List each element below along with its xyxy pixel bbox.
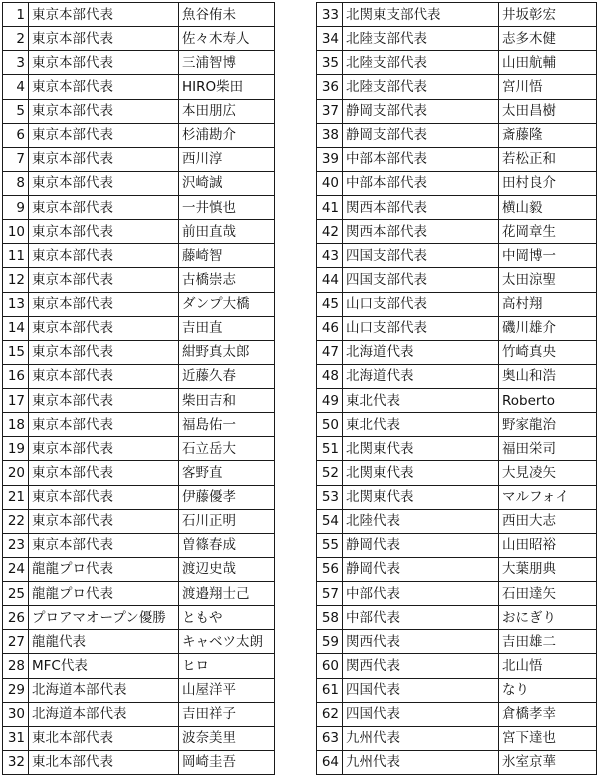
table-row [3, 196, 275, 220]
table-row [3, 340, 275, 364]
affiliation-cell: 北陸支部代表 [343, 27, 499, 51]
table-row [317, 606, 597, 630]
table-row [3, 51, 275, 75]
affiliation-cell: 東北代表 [343, 389, 499, 413]
entry-number-cell: 6 [3, 123, 29, 147]
table-row [3, 389, 275, 413]
affiliation-cell: 東京本部代表 [29, 27, 179, 51]
entry-number-cell: 4 [3, 75, 29, 99]
table-row [317, 196, 597, 220]
affiliation-cell: 北関東代表 [343, 461, 499, 485]
table-row [317, 557, 597, 581]
affiliation-cell: 北海道本部代表 [29, 702, 179, 726]
table-row [3, 654, 275, 678]
entry-number-cell: 56 [317, 557, 343, 581]
affiliation-cell: 東京本部代表 [29, 509, 179, 533]
entry-number-cell: 15 [3, 340, 29, 364]
entry-number-cell: 37 [317, 99, 343, 123]
player-name-cell: 藤崎智 [179, 244, 275, 268]
player-name-cell: 太田涼聖 [499, 268, 597, 292]
entry-number-cell: 21 [3, 485, 29, 509]
player-name-cell: 野家龍治 [499, 413, 597, 437]
table-row [317, 340, 597, 364]
player-name-cell: 磯川雄介 [499, 316, 597, 340]
affiliation-cell: 静岡代表 [343, 557, 499, 581]
entry-number-cell: 12 [3, 268, 29, 292]
player-name-cell: 魚谷侑未 [179, 3, 275, 27]
player-name-cell: 山田昭裕 [499, 533, 597, 557]
entry-number-cell: 33 [317, 3, 343, 27]
player-name-cell: 福島佑一 [179, 413, 275, 437]
affiliation-cell: 四国代表 [343, 678, 499, 702]
affiliation-cell: 北関東代表 [343, 437, 499, 461]
affiliation-cell: 東京本部代表 [29, 316, 179, 340]
entry-number-cell: 42 [317, 220, 343, 244]
affiliation-cell: 東京本部代表 [29, 461, 179, 485]
entry-number-cell: 39 [317, 147, 343, 171]
affiliation-cell: 北関東代表 [343, 485, 499, 509]
entry-number-cell: 27 [3, 630, 29, 654]
entry-number-cell: 47 [317, 340, 343, 364]
table-row [3, 27, 275, 51]
roster-table-right [316, 2, 597, 775]
player-name-cell: 奥山和浩 [499, 364, 597, 388]
player-name-cell: 前田直哉 [179, 220, 275, 244]
affiliation-cell: 東北代表 [343, 413, 499, 437]
affiliation-cell: 東京本部代表 [29, 413, 179, 437]
entry-number-cell: 34 [317, 27, 343, 51]
entry-number-cell: 8 [3, 171, 29, 195]
affiliation-cell: 関西代表 [343, 654, 499, 678]
player-name-cell: HIRO柴田 [179, 75, 275, 99]
affiliation-cell: 東京本部代表 [29, 99, 179, 123]
player-name-cell: Roberto [499, 389, 597, 413]
affiliation-cell: 北陸支部代表 [343, 51, 499, 75]
player-name-cell: 竹崎真央 [499, 340, 597, 364]
table-row [317, 268, 597, 292]
player-name-cell: 大見凌矢 [499, 461, 597, 485]
player-name-cell: 高村翔 [499, 292, 597, 316]
affiliation-cell: 中部本部代表 [343, 147, 499, 171]
affiliation-cell: 東京本部代表 [29, 485, 179, 509]
player-name-cell: 石川正明 [179, 509, 275, 533]
player-name-cell: 倉橋孝幸 [499, 702, 597, 726]
player-name-cell: マルフォイ [499, 485, 597, 509]
affiliation-cell: 関西代表 [343, 630, 499, 654]
player-name-cell: 志多木健 [499, 27, 597, 51]
table-row [3, 509, 275, 533]
player-name-cell: なり [499, 678, 597, 702]
player-name-cell: 曽篠春成 [179, 533, 275, 557]
player-name-cell: 北山悟 [499, 654, 597, 678]
player-name-cell: 宮川悟 [499, 75, 597, 99]
entry-number-cell: 38 [317, 123, 343, 147]
entry-number-cell: 24 [3, 557, 29, 581]
table-row [3, 485, 275, 509]
player-name-cell: 渡邉翔士己 [179, 582, 275, 606]
table-row [317, 678, 597, 702]
entry-number-cell: 36 [317, 75, 343, 99]
player-name-cell: 太田昌樹 [499, 99, 597, 123]
entry-number-cell: 60 [317, 654, 343, 678]
table-row [3, 147, 275, 171]
entry-number-cell: 63 [317, 726, 343, 750]
table-row [317, 244, 597, 268]
affiliation-cell: 東京本部代表 [29, 364, 179, 388]
player-name-cell: 田村良介 [499, 171, 597, 195]
affiliation-cell: 龍龍代表 [29, 630, 179, 654]
affiliation-cell: 中部代表 [343, 606, 499, 630]
player-name-cell: 福田栄司 [499, 437, 597, 461]
table-row [317, 630, 597, 654]
player-name-cell: 宮下達也 [499, 726, 597, 750]
player-name-cell: 近藤久春 [179, 364, 275, 388]
table-row [317, 485, 597, 509]
affiliation-cell: 東京本部代表 [29, 123, 179, 147]
table-row [3, 244, 275, 268]
player-name-cell: 一井慎也 [179, 196, 275, 220]
affiliation-cell: 東京本部代表 [29, 437, 179, 461]
table-row [3, 99, 275, 123]
entry-number-cell: 35 [317, 51, 343, 75]
player-name-cell: 古橋崇志 [179, 268, 275, 292]
affiliation-cell: 東京本部代表 [29, 389, 179, 413]
affiliation-cell: 北海道代表 [343, 364, 499, 388]
affiliation-cell: 九州代表 [343, 726, 499, 750]
player-name-cell: 客野直 [179, 461, 275, 485]
player-name-cell: 佐々木寿人 [179, 27, 275, 51]
affiliation-cell: 龍龍プロ代表 [29, 557, 179, 581]
entry-number-cell: 58 [317, 606, 343, 630]
table-row [3, 726, 275, 750]
entry-number-cell: 64 [317, 750, 343, 774]
table-row [317, 437, 597, 461]
entry-number-cell: 10 [3, 220, 29, 244]
entry-number-cell: 53 [317, 485, 343, 509]
affiliation-cell: 東京本部代表 [29, 340, 179, 364]
player-name-cell: 石田達矢 [499, 582, 597, 606]
entry-number-cell: 54 [317, 509, 343, 533]
table-row [317, 316, 597, 340]
player-name-cell: 氷室京華 [499, 750, 597, 774]
player-name-cell: ヒロ [179, 654, 275, 678]
entry-number-cell: 9 [3, 196, 29, 220]
player-name-cell: 大葉朋典 [499, 557, 597, 581]
affiliation-cell: 北海道本部代表 [29, 678, 179, 702]
table-row [3, 171, 275, 195]
affiliation-cell: 静岡支部代表 [343, 99, 499, 123]
entry-number-cell: 55 [317, 533, 343, 557]
entry-number-cell: 14 [3, 316, 29, 340]
table-row [317, 292, 597, 316]
entry-number-cell: 7 [3, 147, 29, 171]
table-row [3, 75, 275, 99]
affiliation-cell: 九州代表 [343, 750, 499, 774]
player-name-cell: 伊藤優孝 [179, 485, 275, 509]
affiliation-cell: プロアマオープン優勝 [29, 606, 179, 630]
player-name-cell: ダンプ大橋 [179, 292, 275, 316]
table-row [3, 316, 275, 340]
player-name-cell: 横山毅 [499, 196, 597, 220]
table-row [3, 123, 275, 147]
affiliation-cell: 山口支部代表 [343, 292, 499, 316]
table-row [317, 3, 597, 27]
affiliation-cell: 四国支部代表 [343, 268, 499, 292]
table-row [317, 654, 597, 678]
table-row [317, 413, 597, 437]
entry-number-cell: 13 [3, 292, 29, 316]
affiliation-cell: 静岡代表 [343, 533, 499, 557]
player-name-cell: 杉浦勘介 [179, 123, 275, 147]
player-name-cell: 沢崎誠 [179, 171, 275, 195]
entry-number-cell: 20 [3, 461, 29, 485]
entry-number-cell: 62 [317, 702, 343, 726]
player-name-cell: 西田大志 [499, 509, 597, 533]
affiliation-cell: 東京本部代表 [29, 268, 179, 292]
entry-number-cell: 16 [3, 364, 29, 388]
entry-number-cell: 19 [3, 437, 29, 461]
affiliation-cell: 東京本部代表 [29, 244, 179, 268]
entry-number-cell: 1 [3, 3, 29, 27]
player-name-cell: 紺野真太郎 [179, 340, 275, 364]
affiliation-cell: 龍龍プロ代表 [29, 582, 179, 606]
table-row [317, 123, 597, 147]
affiliation-cell: 北陸代表 [343, 509, 499, 533]
table-row [317, 220, 597, 244]
table-row [3, 557, 275, 581]
player-name-cell: 波奈美里 [179, 726, 275, 750]
player-name-cell: 石立岳大 [179, 437, 275, 461]
table-row [3, 630, 275, 654]
entry-number-cell: 18 [3, 413, 29, 437]
table-row [317, 75, 597, 99]
affiliation-cell: MFC代表 [29, 654, 179, 678]
entry-number-cell: 23 [3, 533, 29, 557]
table-row [317, 726, 597, 750]
affiliation-cell: 北陸支部代表 [343, 75, 499, 99]
table-row [3, 292, 275, 316]
entry-number-cell: 3 [3, 51, 29, 75]
affiliation-cell: 東京本部代表 [29, 147, 179, 171]
table-row [3, 678, 275, 702]
table-row [317, 99, 597, 123]
affiliation-cell: 関西本部代表 [343, 220, 499, 244]
affiliation-cell: 山口支部代表 [343, 316, 499, 340]
player-name-cell: 三浦智博 [179, 51, 275, 75]
player-name-cell: 斎藤隆 [499, 123, 597, 147]
player-name-cell: 山田航輔 [499, 51, 597, 75]
roster-table-left [2, 2, 275, 775]
entry-number-cell: 29 [3, 678, 29, 702]
player-name-cell: 西川淳 [179, 147, 275, 171]
entry-number-cell: 41 [317, 196, 343, 220]
entry-number-cell: 59 [317, 630, 343, 654]
affiliation-cell: 静岡支部代表 [343, 123, 499, 147]
entry-number-cell: 57 [317, 582, 343, 606]
player-name-cell: 吉田直 [179, 316, 275, 340]
player-name-cell: 本田朋広 [179, 99, 275, 123]
affiliation-cell: 東京本部代表 [29, 533, 179, 557]
player-name-cell: 吉田祥子 [179, 702, 275, 726]
table-row [3, 606, 275, 630]
table-row [317, 509, 597, 533]
affiliation-cell: 東京本部代表 [29, 196, 179, 220]
table-row [317, 750, 597, 774]
table-row [3, 3, 275, 27]
table-row [317, 171, 597, 195]
entry-number-cell: 22 [3, 509, 29, 533]
entry-number-cell: 61 [317, 678, 343, 702]
entry-number-cell: 40 [317, 171, 343, 195]
affiliation-cell: 中部本部代表 [343, 171, 499, 195]
player-name-cell: ともや [179, 606, 275, 630]
entry-number-cell: 46 [317, 316, 343, 340]
table-row [3, 702, 275, 726]
entry-number-cell: 51 [317, 437, 343, 461]
table-row [317, 582, 597, 606]
affiliation-cell: 東京本部代表 [29, 51, 179, 75]
affiliation-cell: 東北本部代表 [29, 726, 179, 750]
entry-number-cell: 26 [3, 606, 29, 630]
affiliation-cell: 関西本部代表 [343, 196, 499, 220]
player-name-cell: 井坂彰宏 [499, 3, 597, 27]
player-name-cell: 岡崎圭吾 [179, 750, 275, 774]
player-name-cell: 中岡博一 [499, 244, 597, 268]
table-row [3, 461, 275, 485]
entry-number-cell: 52 [317, 461, 343, 485]
table-row [317, 533, 597, 557]
entry-number-cell: 31 [3, 726, 29, 750]
affiliation-cell: 四国支部代表 [343, 244, 499, 268]
table-row [317, 147, 597, 171]
table-row [317, 389, 597, 413]
affiliation-cell: 東京本部代表 [29, 3, 179, 27]
table-row [317, 461, 597, 485]
player-name-cell: 柴田吉和 [179, 389, 275, 413]
player-name-cell: おにぎり [499, 606, 597, 630]
entry-number-cell: 45 [317, 292, 343, 316]
table-row [3, 437, 275, 461]
table-row [3, 750, 275, 774]
entry-number-cell: 49 [317, 389, 343, 413]
table-row [3, 582, 275, 606]
entry-number-cell: 17 [3, 389, 29, 413]
entry-number-cell: 28 [3, 654, 29, 678]
affiliation-cell: 東京本部代表 [29, 75, 179, 99]
table-row [317, 27, 597, 51]
player-name-cell: キャベツ太朗 [179, 630, 275, 654]
table-row [3, 533, 275, 557]
affiliation-cell: 東北本部代表 [29, 750, 179, 774]
affiliation-cell: 中部代表 [343, 582, 499, 606]
roster-table-left-body [3, 3, 275, 775]
player-name-cell: 山屋洋平 [179, 678, 275, 702]
player-name-cell: 吉田雄二 [499, 630, 597, 654]
player-name-cell: 花岡章生 [499, 220, 597, 244]
table-row [3, 413, 275, 437]
entry-number-cell: 44 [317, 268, 343, 292]
table-row [317, 702, 597, 726]
affiliation-cell: 東京本部代表 [29, 220, 179, 244]
entry-number-cell: 2 [3, 27, 29, 51]
table-row [317, 364, 597, 388]
table-row [317, 51, 597, 75]
roster-table-right-body [317, 3, 597, 775]
affiliation-cell: 東京本部代表 [29, 292, 179, 316]
entry-number-cell: 5 [3, 99, 29, 123]
entry-number-cell: 43 [317, 244, 343, 268]
entry-number-cell: 25 [3, 582, 29, 606]
entry-number-cell: 48 [317, 364, 343, 388]
affiliation-cell: 北関東支部代表 [343, 3, 499, 27]
table-row [3, 364, 275, 388]
entry-number-cell: 50 [317, 413, 343, 437]
entry-number-cell: 32 [3, 750, 29, 774]
affiliation-cell: 北海道代表 [343, 340, 499, 364]
table-row [3, 220, 275, 244]
entry-number-cell: 11 [3, 244, 29, 268]
affiliation-cell: 東京本部代表 [29, 171, 179, 195]
table-row [3, 268, 275, 292]
affiliation-cell: 四国代表 [343, 702, 499, 726]
player-name-cell: 若松正和 [499, 147, 597, 171]
entry-number-cell: 30 [3, 702, 29, 726]
player-name-cell: 渡辺史哉 [179, 557, 275, 581]
